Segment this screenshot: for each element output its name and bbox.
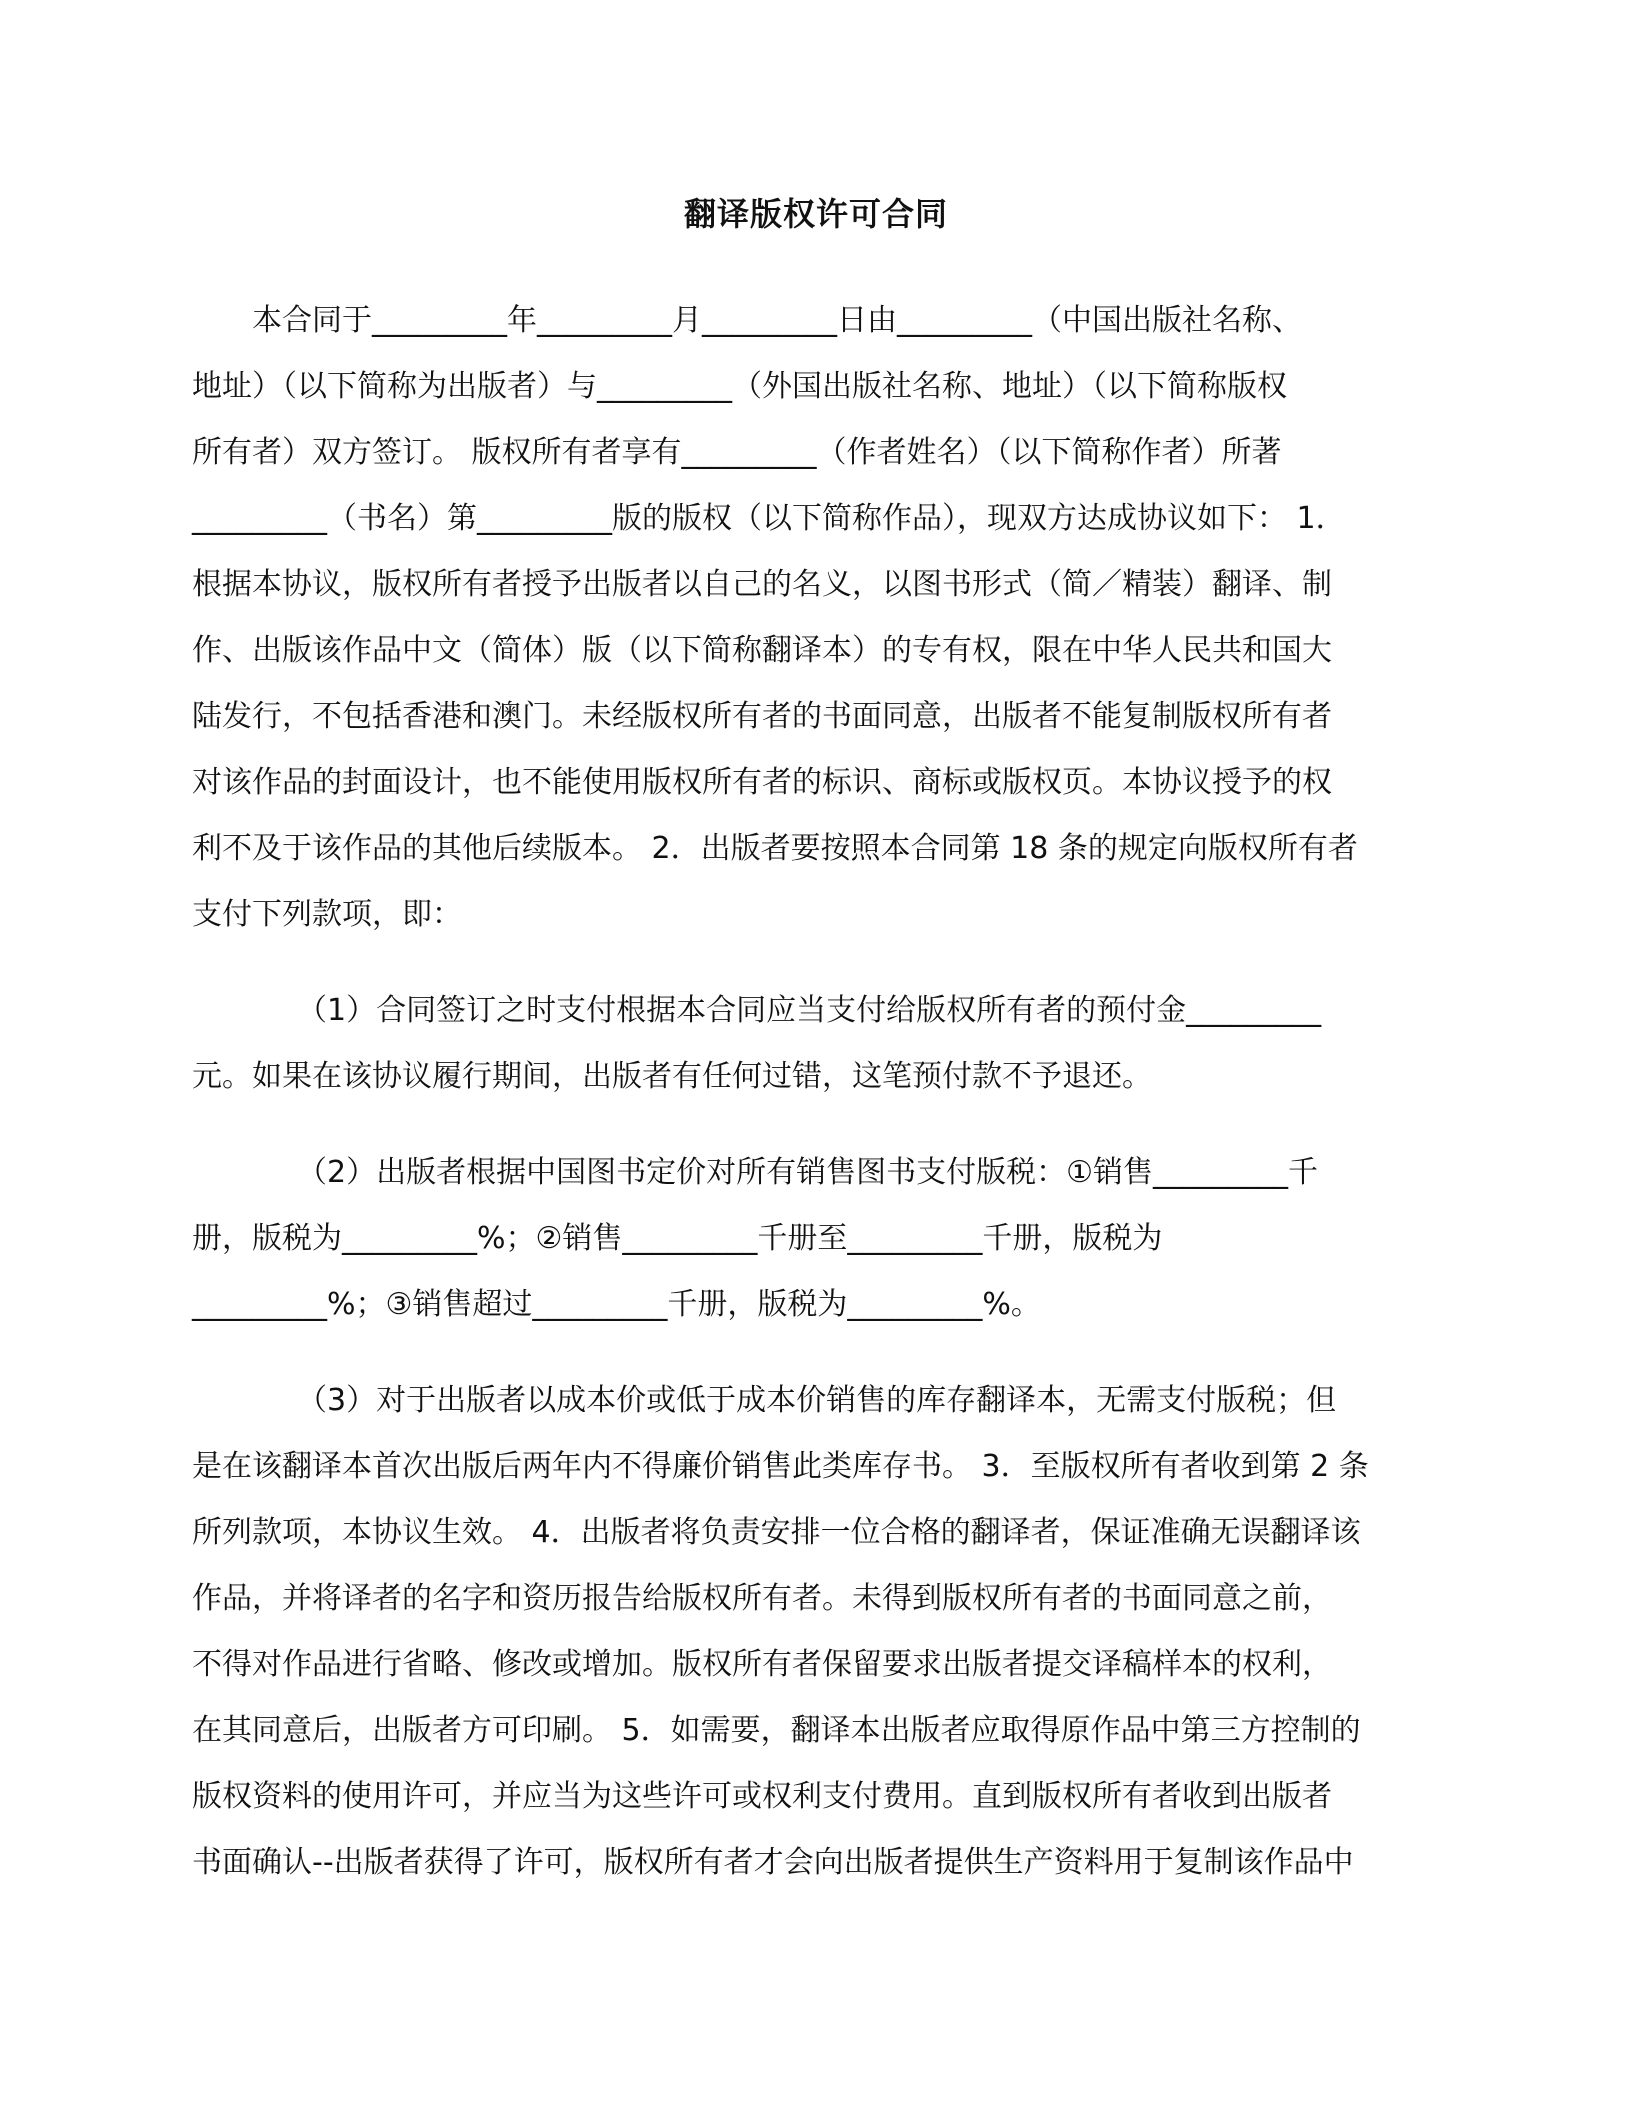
document-title: 翻译版权许可合同 (683, 195, 948, 233)
paragraph-gap (192, 1110, 1452, 1140)
text-line: 陆发行，不包括香港和澳门。未经版权所有者的书面同意，出版者不能复制版权所有者 (192, 699, 1332, 734)
paragraph-1 (192, 288, 1452, 948)
text-line: 所列款项，本协议生效。 4．出版者将负责安排一位合格的翻译者，保证准确无误翻译该 (192, 1515, 1361, 1550)
text-line: 作、出版该作品中文（简体）版（以下简称翻译本）的专有权，限在中华人民共和国大 (192, 633, 1332, 668)
text-line: _________（书名）第_________版的版权（以下简称作品），现双方达成协议如下： 1． (192, 501, 1346, 536)
paragraph-3 (192, 1140, 1452, 1338)
text-line: 书面确认--出版者获得了许可，版权所有者才会向出版者提供生产资料用于复制该作品中 (192, 1845, 1354, 1880)
text-line: 支付下列款项，即： (192, 897, 462, 932)
text-line: 对该作品的封面设计，也不能使用版权所有者的标识、商标或版权页。本协议授予的权 (192, 765, 1332, 800)
text-line: _________%；③销售超过_________千册，版税为_________%。 (192, 1287, 1041, 1322)
text-line: （1）合同签订之时支付根据本合同应当支付给版权所有者的预付金_________ (192, 993, 1322, 1028)
paragraph-2 (192, 978, 1452, 1110)
text-line: 版权资料的使用许可，并应当为这些许可或权利支付费用。直到版权所有者收到出版者 (192, 1779, 1332, 1814)
text-line: （2）出版者根据中国图书定价对所有销售图书支付版税：①销售_________千 (192, 1155, 1318, 1190)
text-line: 所有者）双方签订。 版权所有者享有_________（作者姓名）（以下简称作者）所著 (192, 435, 1282, 470)
text-line: 本合同于_________年_________月_________日由_________（中国出版社名称、 (192, 303, 1302, 338)
text-line: 册，版税为_________%；②销售_________千册至_________千册，版税为 (192, 1221, 1163, 1256)
text-line: 不得对作品进行省略、修改或增加。版权所有者保留要求出版者提交译稿样本的权利， (192, 1647, 1332, 1682)
text-line: 在其同意后，出版者方可印刷。 5．如需要，翻译本出版者应取得原作品中第三方控制的 (192, 1713, 1361, 1748)
document-body (192, 288, 1452, 1896)
paragraph-gap (192, 948, 1452, 978)
paragraph-4 (192, 1368, 1452, 1896)
text-line: 利不及于该作品的其他后续版本。 2．出版者要按照本合同第 18 条的规定向版权所有者 (192, 831, 1358, 866)
text-line: 根据本协议，版权所有者授予出版者以自己的名义，以图书形式（简／精装）翻译、制 (192, 567, 1332, 602)
text-line: （3）对于出版者以成本价或低于成本价销售的库存翻译本，无需支付版税；但 (192, 1383, 1337, 1418)
text-line: 是在该翻译本首次出版后两年内不得廉价销售此类库存书。 3．至版权所有者收到第 2 条 (192, 1449, 1369, 1484)
text-line: 作品，并将译者的名字和资历报告给版权所有者。未得到版权所有者的书面同意之前， (192, 1581, 1332, 1616)
paragraph-gap (192, 1338, 1452, 1368)
text-line: 地址）（以下简称为出版者）与_________（外国出版社名称、地址）（以下简称版权 (192, 369, 1287, 404)
text-line: 元。如果在该协议履行期间，出版者有任何过错，这笔预付款不予退还。 (192, 1059, 1152, 1094)
